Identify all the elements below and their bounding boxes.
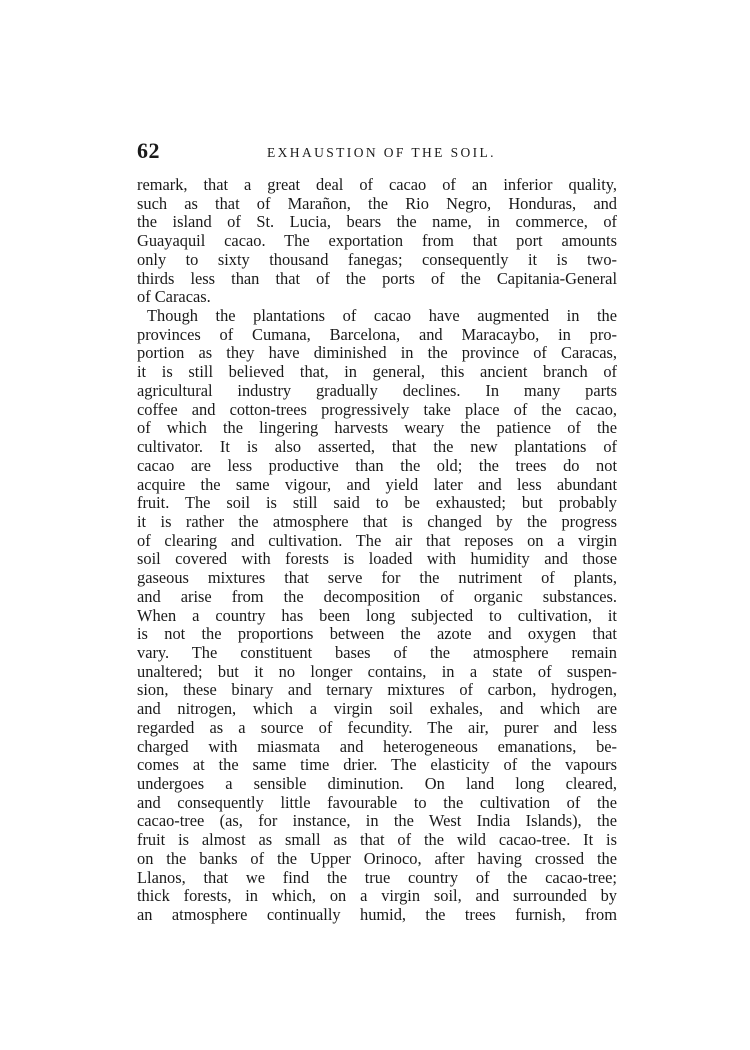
text-line: cacao are less productive than the old; the trees do not: [137, 455, 617, 475]
text-line: cacao-tree (as, for instance, in the West India Islands), the: [137, 811, 617, 831]
text-line: Llanos, that we find the true country of the cacao-tree;: [137, 867, 617, 887]
page-header: [137, 138, 617, 168]
text-line: portion as they have diminished in the province of Caracas,: [137, 343, 617, 363]
text-line: provinces of Cumana, Barcelona, and Maracaybo, in pro-: [137, 324, 617, 344]
text-line: and consequently little favourable to the cultivation of the: [137, 792, 617, 812]
text-line: on the banks of the Upper Orinoco, after having crossed the: [137, 848, 617, 868]
running-head: EXHAUSTION OF THE SOIL.: [267, 145, 496, 160]
text-line: unaltered; but it no longer contains, in a state of suspen-: [137, 661, 617, 681]
text-line: vary. The constituent bases of the atmosphere remain: [137, 642, 617, 662]
text-line: thirds less than that of the ports of the Capitania-General: [137, 268, 617, 288]
text-line: fruit is almost as small as that of the wild cacao-tree. It is: [137, 830, 617, 850]
text-line: it is rather the atmosphere that is changed by the progress: [137, 511, 617, 531]
page-number: 62: [137, 138, 160, 163]
text-line: Though the plantations of cacao have augmented in the: [147, 306, 617, 326]
text-line: remark, that a great deal of cacao of an inferior quality,: [137, 175, 617, 194]
text-line: regarded as a source of fecundity. The air, purer and less: [137, 717, 617, 737]
text-line: Guayaquil cacao. The exportation from that port amounts: [137, 231, 617, 251]
text-line: thick forests, in which, on a virgin soil, and surrounded by: [137, 886, 617, 906]
text-line: is not the proportions between the azote and oxygen that: [137, 624, 617, 644]
text-line: charged with miasmata and heterogeneous emanations, be-: [137, 736, 617, 756]
text-line: an atmosphere continually humid, the trees furnish, from: [137, 905, 617, 925]
text-line: When a country has been long subjected to cultivation, it: [137, 605, 617, 625]
text-line: of which the lingering harvests weary the patience of the: [137, 418, 617, 438]
text-line: coffee and cotton-trees progressively take place of the cacao,: [137, 399, 617, 419]
text-line: comes at the same time drier. The elasticity of the vapours: [137, 755, 617, 775]
text-line: acquire the same vigour, and yield later and less abundant: [137, 474, 617, 494]
text-line: sion, these binary and ternary mixtures of carbon, hydrogen,: [137, 680, 617, 700]
text-line: only to sixty thousand fanegas; consequently it is two-: [137, 249, 617, 269]
text-line: of clearing and cultivation. The air that reposes on a virgin: [137, 530, 617, 550]
text-line: it is still believed that, in general, this ancient branch of: [137, 362, 617, 382]
text-line: the island of St. Lucia, bears the name, in commerce, of: [137, 212, 617, 232]
text-line: cultivator. It is also asserted, that the new plantations of: [137, 437, 617, 457]
text-line: undergoes a sensible diminution. On land long cleared,: [137, 774, 617, 793]
text-line: of Caracas.: [137, 287, 211, 307]
text-line: fruit. The soil is still said to be exhausted; but probably: [137, 493, 617, 513]
text-line: such as that of Marañon, the Rio Negro, Honduras, and: [137, 193, 617, 213]
text-line: and arise from the decomposition of organic substances.: [137, 586, 617, 606]
text-line: soil covered with forests is loaded with humidity and those: [137, 549, 617, 569]
text-line: and nitrogen, which a virgin soil exhales, and which are: [137, 699, 617, 719]
body-text: [137, 176, 617, 925]
text-line: agricultural industry gradually declines. In many parts: [137, 380, 617, 400]
text-line: gaseous mixtures that serve for the nutriment of plants,: [137, 568, 617, 588]
